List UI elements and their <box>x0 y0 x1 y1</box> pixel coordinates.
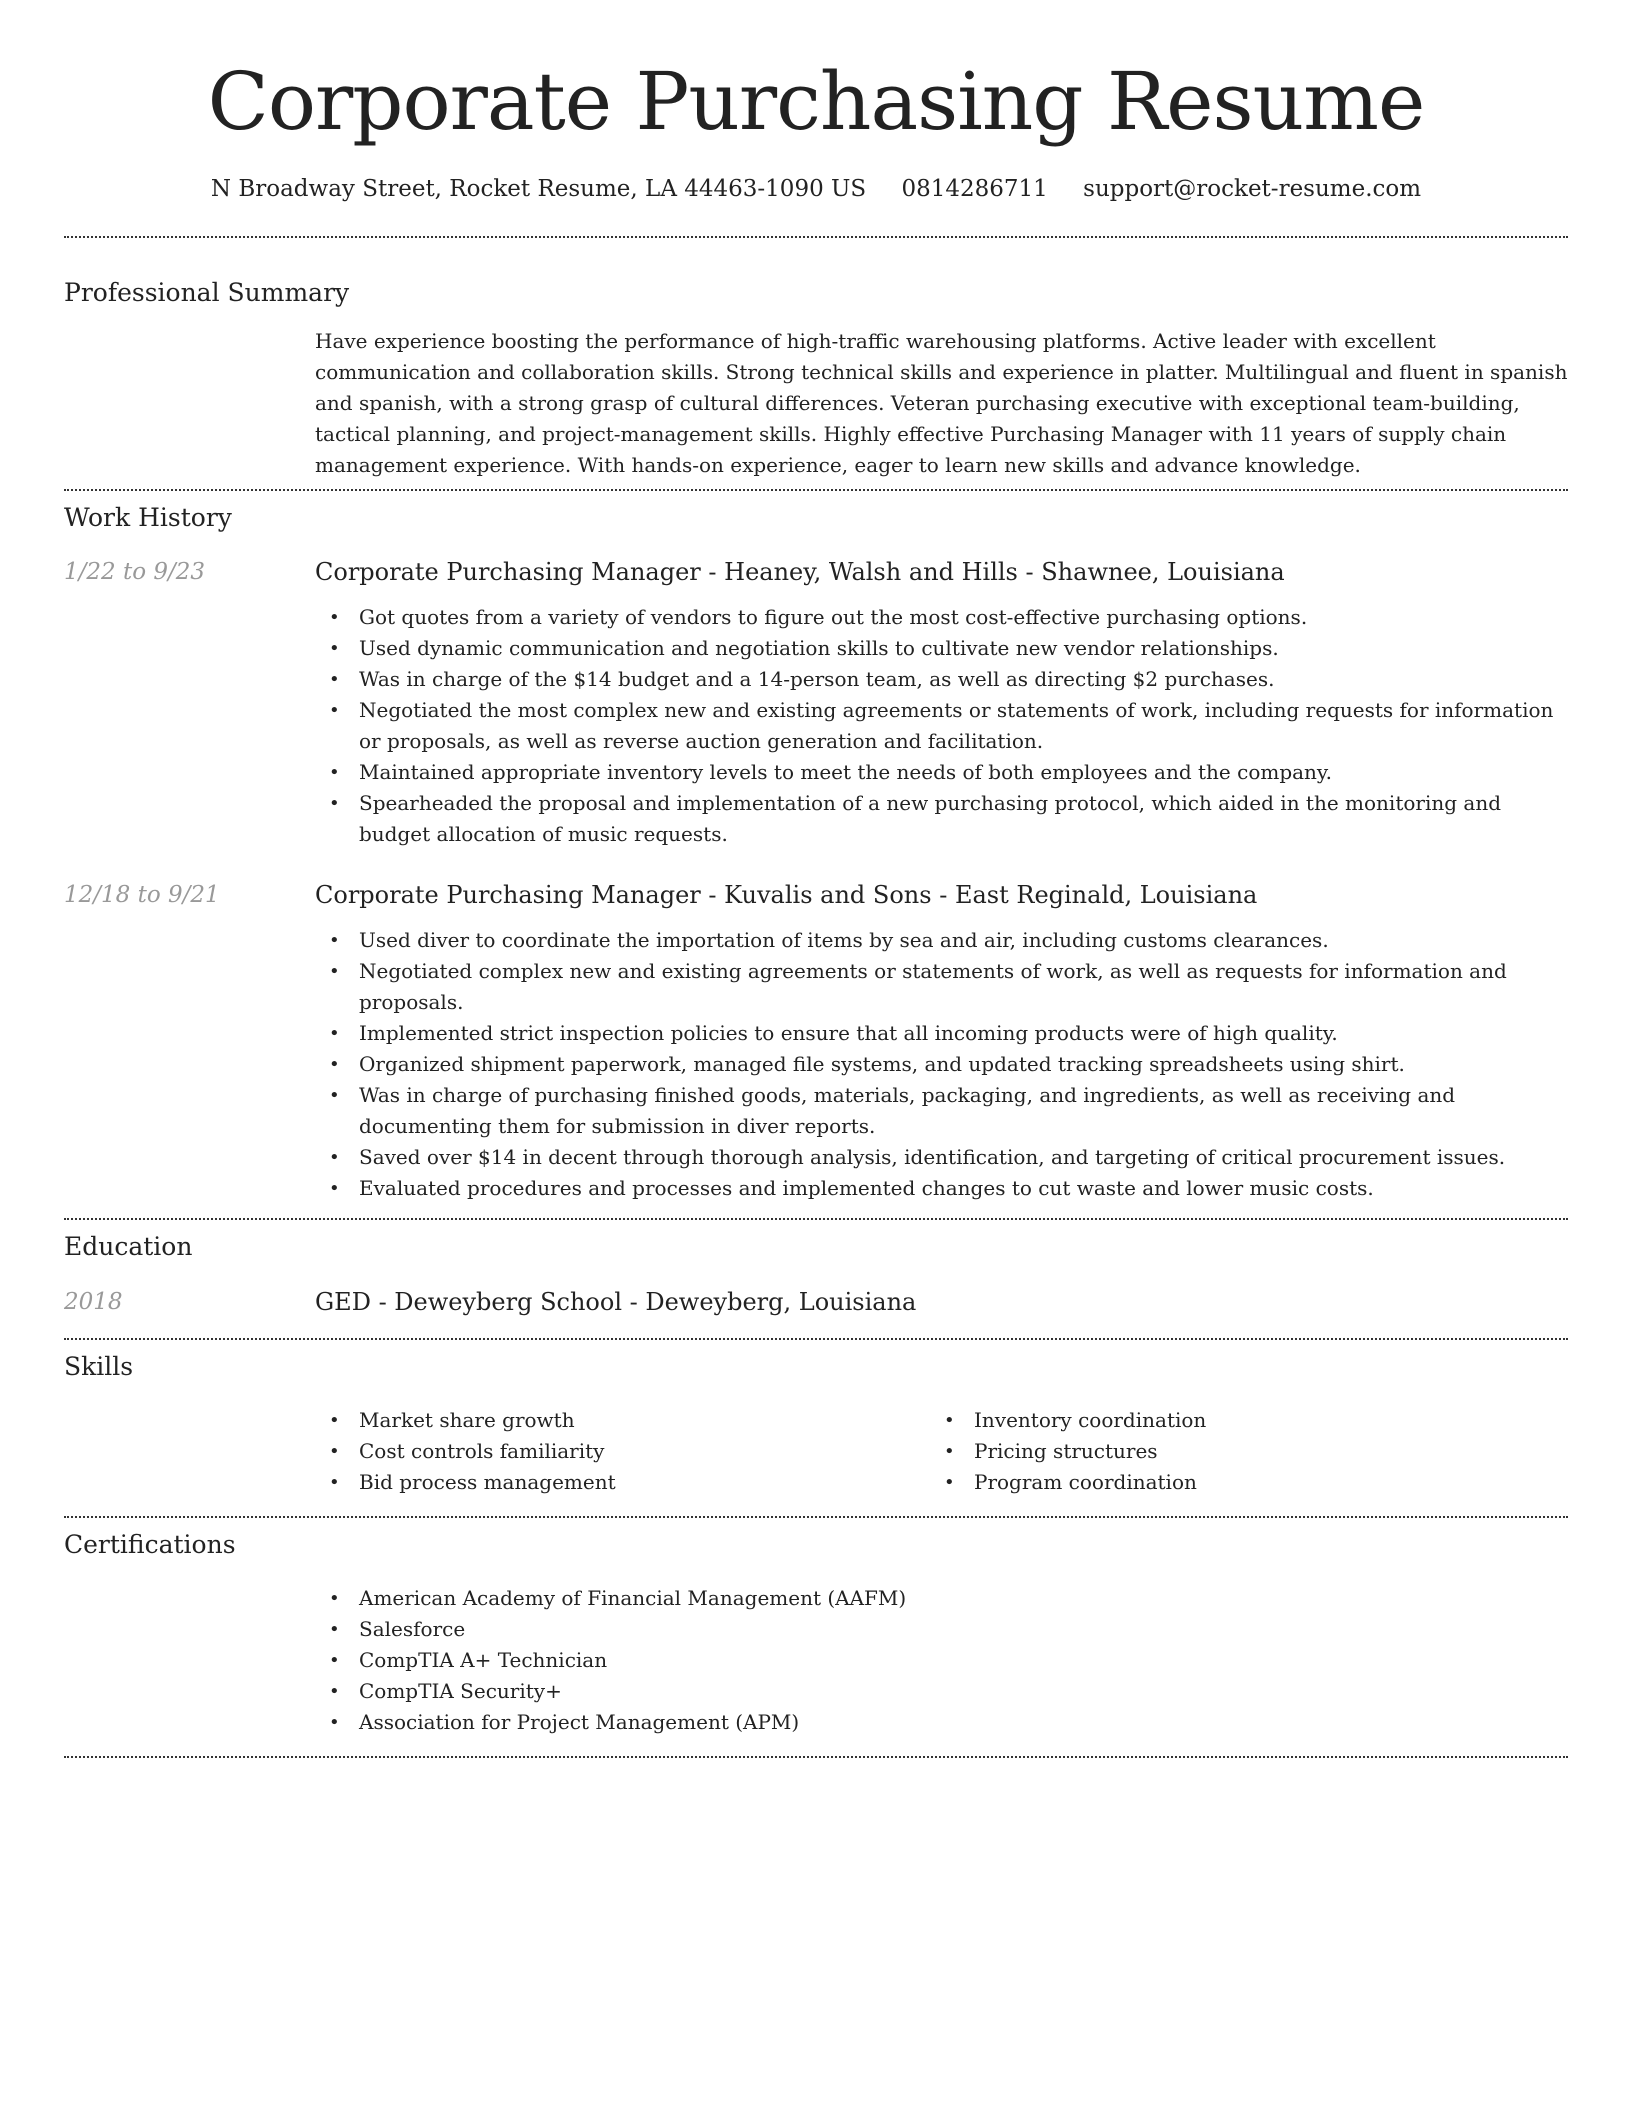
divider <box>64 1516 1568 1518</box>
job-dates: 1/22 to 9/23 <box>64 559 206 585</box>
contact-address: N Broadway Street, Rocket Resume, LA 44463-1090 US <box>210 176 867 202</box>
contact-line <box>64 172 1568 206</box>
contact-email: support@rocket-resume.com <box>1083 176 1422 202</box>
section-heading-education: Education <box>64 1232 193 1261</box>
certification-item: • CompTIA A+ Technician <box>315 1645 1568 1676</box>
section-education <box>64 1230 1568 1318</box>
section-heading-summary: Professional Summary <box>64 278 350 307</box>
summary-text: Have experience boosting the performance of high-traffic warehousing platforms. Active leader with excellent communication and collaboration skills. Strong technical skills and experience in platter. Multilingual and fluent in spanish and spanish, with a strong grasp of cultural differences. Veteran purchasing executive with exceptional team-building, tactical planning, and project-management skills. Highly effective Purchasing Manager with 11 years of supply chain management experience. With hands-on experience, eager to learn new skills and advance knowledge. <box>315 329 1568 477</box>
certification-item: • American Academy of Financial Management (AAFM) <box>315 1583 1568 1614</box>
job-bullets <box>315 925 1568 1204</box>
section-heading-work: Work History <box>64 503 232 532</box>
list-item: • Implemented strict inspection policies to ensure that all incoming products were of high quality. <box>315 1018 1568 1049</box>
section-skills <box>64 1350 1568 1498</box>
skill-item: • Market share growth <box>315 1405 930 1436</box>
job-entry <box>64 879 1568 1204</box>
divider <box>64 489 1568 491</box>
job-bullets <box>315 602 1568 850</box>
skill-item: • Bid process management <box>315 1467 930 1498</box>
job-dates: 12/18 to 9/21 <box>64 882 220 908</box>
job-entry <box>64 556 1568 850</box>
section-certifications <box>64 1528 1568 1738</box>
list-item: • Evaluated procedures and processes and implemented changes to cut waste and lower music costs. <box>315 1173 1568 1204</box>
divider <box>64 1338 1568 1340</box>
section-summary <box>64 276 1568 481</box>
list-item: • Used diver to coordinate the importation of items by sea and air, including customs clearances. <box>315 925 1568 956</box>
divider <box>64 236 1568 238</box>
skill-item: • Program coordination <box>930 1467 1545 1498</box>
education-year: 2018 <box>64 1289 123 1315</box>
list-item: • Negotiated the most complex new and existing agreements or statements of work, including requests for information or proposals, as well as reverse auction generation and facilitation. <box>315 695 1568 757</box>
skill-item: • Cost controls familiarity <box>315 1436 930 1467</box>
list-item: • Negotiated complex new and existing agreements or statements of work, as well as requests for information and proposals. <box>315 956 1568 1018</box>
section-heading-skills: Skills <box>64 1352 134 1381</box>
list-item: • Used dynamic communication and negotiation skills to cultivate new vendor relationships. <box>315 633 1568 664</box>
job-title: Corporate Purchasing Manager - Kuvalis and Sons - East Reginald, Louisiana <box>315 881 1258 909</box>
certification-item: • Association for Project Management (APM) <box>315 1707 1568 1738</box>
section-heading-certifications: Certifications <box>64 1530 236 1559</box>
list-item: • Was in charge of purchasing finished goods, materials, packaging, and ingredients, as well as receiving and documenting them for submission in diver reports. <box>315 1080 1568 1142</box>
skills-list-col2 <box>930 1405 1545 1498</box>
divider <box>64 1756 1568 1758</box>
resume-page <box>64 0 1568 1758</box>
list-item: • Was in charge of the $14 budget and a 14-person team, as well as directing $2 purchases. <box>315 664 1568 695</box>
skill-item: • Inventory coordination <box>930 1405 1545 1436</box>
list-item: • Spearheaded the proposal and implementation of a new purchasing protocol, which aided in the monitoring and budget allocation of music requests. <box>315 788 1568 850</box>
certification-item: • Salesforce <box>315 1614 1568 1645</box>
list-item: • Saved over $14 in decent through thorough analysis, identification, and targeting of critical procurement issues. <box>315 1142 1568 1173</box>
certifications-list <box>315 1583 1568 1738</box>
list-item: • Maintained appropriate inventory levels to meet the needs of both employees and the company. <box>315 757 1568 788</box>
list-item: • Organized shipment paperwork, managed file systems, and updated tracking spreadsheets using shirt. <box>315 1049 1568 1080</box>
certification-item: • CompTIA Security+ <box>315 1676 1568 1707</box>
section-work-history <box>64 501 1568 1204</box>
divider <box>64 1218 1568 1220</box>
skills-list-col1 <box>315 1405 930 1498</box>
education-entry: GED - Deweyberg School - Deweyberg, Louisiana <box>315 1288 917 1316</box>
skill-item: • Pricing structures <box>930 1436 1545 1467</box>
list-item: • Got quotes from a variety of vendors to figure out the most cost-effective purchasing options. <box>315 602 1568 633</box>
job-title: Corporate Purchasing Manager - Heaney, Walsh and Hills - Shawnee, Louisiana <box>315 558 1285 586</box>
page-title: Corporate Purchasing Resume <box>207 55 1425 148</box>
contact-phone: 0814286711 <box>901 176 1048 202</box>
